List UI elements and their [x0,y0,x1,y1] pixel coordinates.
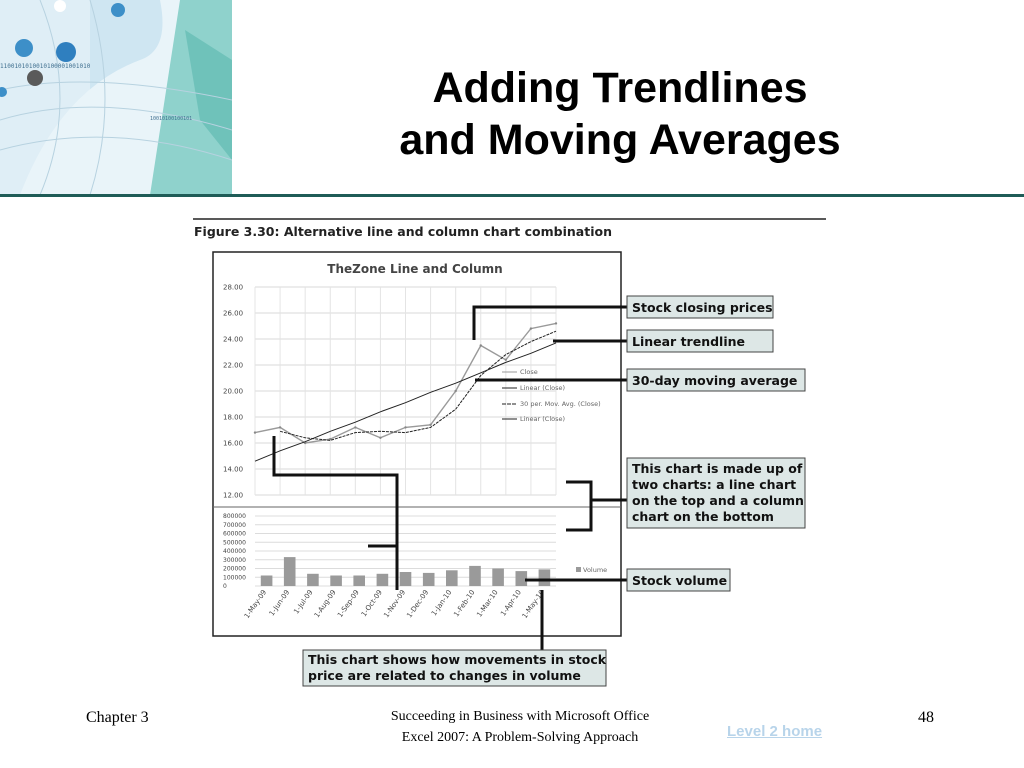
x-tick-label: 1-Jun-09 [267,588,292,618]
svg-text:Linear trendline: Linear trendline [632,334,745,349]
y-tick-label: 600000 [223,530,246,538]
svg-text:1100101010010100001001010: 1100101010010100001001010 [0,63,91,70]
y-tick-label: 400000 [223,548,246,555]
data-point [505,359,507,361]
volume-bar [446,570,458,586]
y-tick-label: 22.00 [223,361,244,370]
callout-movement [303,650,607,686]
footer-page-number: 48 [918,709,934,726]
volume-bar [307,574,319,586]
x-tick-label: 1-Dec-09 [405,588,431,620]
x-tick-label: 1-Sep-09 [336,588,361,620]
legend-entry: Linear (Close) [520,384,566,392]
y-tick-label: 26.00 [223,309,244,318]
x-tick-label: 1-Apr-10 [499,588,523,618]
volume-bar [284,557,296,586]
data-point [404,426,406,428]
y-tick-label: 100000 [223,574,246,582]
x-tick-label: 1-May-10 [520,588,547,620]
y-tick-label: 300000 [223,556,246,564]
svg-text:Stock closing prices: Stock closing prices [632,300,773,315]
volume-bar [539,569,551,586]
y-tick-label: 0 [223,583,227,590]
volume-bar [423,573,435,586]
svg-text:chart on the bottom: chart on the bottom [632,509,774,524]
x-tick-label: 1-Oct-09 [359,588,384,619]
x-tick-label: 1-Jan-10 [429,588,454,618]
y-tick-label: 16.00 [223,439,244,448]
x-tick-label: 1-Jul-09 [292,588,315,616]
callout-trendline [627,330,773,352]
volume-bar [492,569,504,587]
data-point [555,322,557,324]
footer-book-title [340,706,700,748]
y-tick-label: 700000 [223,521,246,529]
footer-book-line-2: Excel 2007: A Problem-Solving Approach [401,730,639,745]
data-point [454,390,456,392]
slide-title-line-1: Adding Trendlines [432,64,808,112]
y-tick-label: 20.00 [223,387,244,396]
line-chart-title: TheZone Line and Column [327,262,503,276]
volume-bar [353,576,365,587]
volume-bar [261,576,273,587]
data-point [480,344,482,346]
x-tick-label: 1-Feb-10 [452,588,477,619]
y-tick-label: 24.00 [223,335,244,344]
level-2-home-link[interactable]: Level 2 home [727,723,823,740]
y-tick-label: 14.00 [223,465,244,474]
y-tick-label: 28.00 [223,283,244,292]
slide-title-line-2: and Moving Averages [399,116,841,164]
callout-combo [627,458,805,528]
svg-text:Stock volume: Stock volume [632,573,728,588]
footer-book-line-1: Succeeding in Business with Microsoft Office [390,709,650,724]
callout-moving-average [627,369,805,391]
volume-bar [469,566,481,586]
x-tick-label: 1-Nov-09 [382,588,408,620]
legend-entry: Close [520,368,538,376]
legend-entry: Linear (Close) [520,415,566,423]
data-point [254,431,256,433]
x-tick-label: 1-Aug-09 [312,588,338,620]
callout-volume [627,569,730,591]
x-tick-label: 1-May-09 [242,588,269,620]
svg-text:on the top and a column: on the top and a column [632,493,804,508]
data-point [354,426,356,428]
y-tick-label: 12.00 [223,491,244,500]
footer-chapter: Chapter 3 [86,709,149,726]
y-tick-label: 200000 [223,565,246,573]
svg-text:price are related to changes i: price are related to changes in volume [308,668,581,683]
line-chart-y-ticks [223,284,243,500]
volume-bar [400,572,412,586]
svg-text:This chart shows how movements: This chart shows how movements in stock [308,652,607,667]
svg-text:two charts: a line chart: two charts: a line chart [632,477,797,492]
legend-entry: Volume [583,566,608,574]
y-tick-label: 800000 [223,513,246,520]
data-point [379,437,381,439]
y-tick-label: 500000 [223,539,246,547]
figure-caption: Figure 3.30: Alternative line and column chart combination [194,224,612,239]
volume-bar [330,576,342,587]
legend-entry: 30 per. Mov. Avg. (Close) [520,400,601,408]
svg-text:30-day moving average: 30-day moving average [632,373,798,388]
volume-chart-y-ticks [223,513,246,590]
y-tick-label: 18.00 [223,413,244,422]
callout-close [627,296,773,318]
svg-text:10010100100101: 10010100100101 [150,116,193,122]
x-tick-label: 1-Mar-10 [475,588,500,619]
data-point [429,424,431,426]
svg-text:This chart is made up of: This chart is made up of [632,461,803,476]
data-point [279,426,281,428]
volume-bar [377,574,389,586]
data-point [530,327,532,329]
